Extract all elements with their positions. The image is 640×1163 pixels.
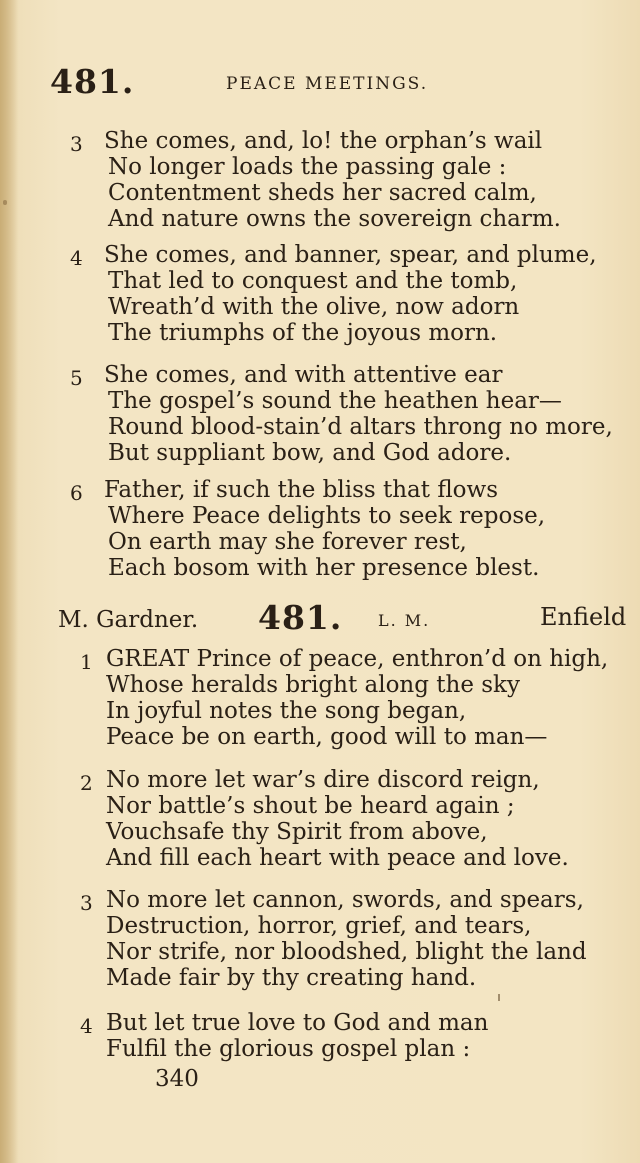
verse-line: But let true love to God and man: [106, 1010, 489, 1036]
hymn-meter: L. M.: [378, 611, 431, 630]
hymn-number: 481.: [258, 598, 343, 637]
stanza-number: 3: [80, 891, 93, 915]
verse-line: Fulfil the glorious gospel plan :: [106, 1036, 471, 1062]
verse-line: But suppliant bow, and God adore.: [108, 440, 512, 466]
stanza-number: 4: [70, 246, 83, 270]
page-blemish: [498, 994, 500, 1001]
verse-line: Whose heralds bright along the sky: [106, 672, 520, 698]
stanza-number: 4: [80, 1014, 93, 1038]
verse-line: Nor strife, nor bloodshed, blight the land: [106, 939, 587, 965]
verse-line: No more let cannon, swords, and spears,: [106, 887, 584, 913]
running-head: [50, 62, 490, 102]
stanza-number: 5: [70, 366, 83, 390]
composer-name: M. Gardner.: [58, 607, 199, 633]
verse-line: She comes, and banner, spear, and plume,: [104, 242, 597, 268]
stanza-number: 1: [80, 650, 93, 674]
verse-line: Round blood-stain’d altars throng no more,: [108, 414, 613, 440]
verse-line: Made fair by thy creating hand.: [106, 965, 477, 991]
hymn-heading: [58, 598, 640, 638]
verse-line: Vouchsafe thy Spirit from above,: [106, 819, 488, 845]
verse-line: Peace be on earth, good will to man—: [106, 724, 548, 750]
verse-line: Wreath’d with the olive, now adorn: [108, 294, 520, 320]
verse-line: Nor battle’s shout be heard again ;: [106, 793, 515, 819]
verse-line: That led to conquest and the tomb,: [108, 268, 518, 294]
stanza-number: 2: [80, 771, 93, 795]
verse-line: No longer loads the passing gale :: [108, 154, 507, 180]
verse-line: GREAT Prince of peace, enthron’d on high,: [106, 646, 609, 672]
page-blemish: [3, 200, 7, 205]
verse-line: Father, if such the bliss that flows: [104, 477, 498, 503]
page-number: 340: [155, 1066, 199, 1092]
verse-line: In joyful notes the song began,: [106, 698, 467, 724]
verse-line: She comes, and with attentive ear: [104, 362, 503, 388]
stanza-number: 3: [70, 132, 83, 156]
verse-line: Destruction, horror, grief, and tears,: [106, 913, 532, 939]
verse-line: The gospel’s sound the heathen hear—: [108, 388, 562, 414]
verse-line: The triumphs of the joyous morn.: [108, 320, 498, 346]
verse-line: And fill each heart with peace and love.: [106, 845, 569, 871]
verse-line: Contentment sheds her sacred calm,: [108, 180, 537, 206]
verse-line: No more let war’s dire discord reign,: [106, 767, 540, 793]
verse-line: Where Peace delights to seek repose,: [108, 503, 546, 529]
verse-line: She comes, and, lo! the orphan’s wail: [104, 128, 543, 154]
tune-name: Enfield: [540, 603, 627, 631]
running-head-title: PEACE MEETINGS.: [226, 74, 429, 94]
verse-line: On earth may she forever rest,: [108, 529, 467, 555]
running-head-hymn-number: 481.: [50, 62, 135, 101]
verse-line: And nature owns the sovereign charm.: [108, 206, 561, 232]
verse-line: Each bosom with her presence blest.: [108, 555, 540, 581]
stanza-number: 6: [70, 481, 83, 505]
